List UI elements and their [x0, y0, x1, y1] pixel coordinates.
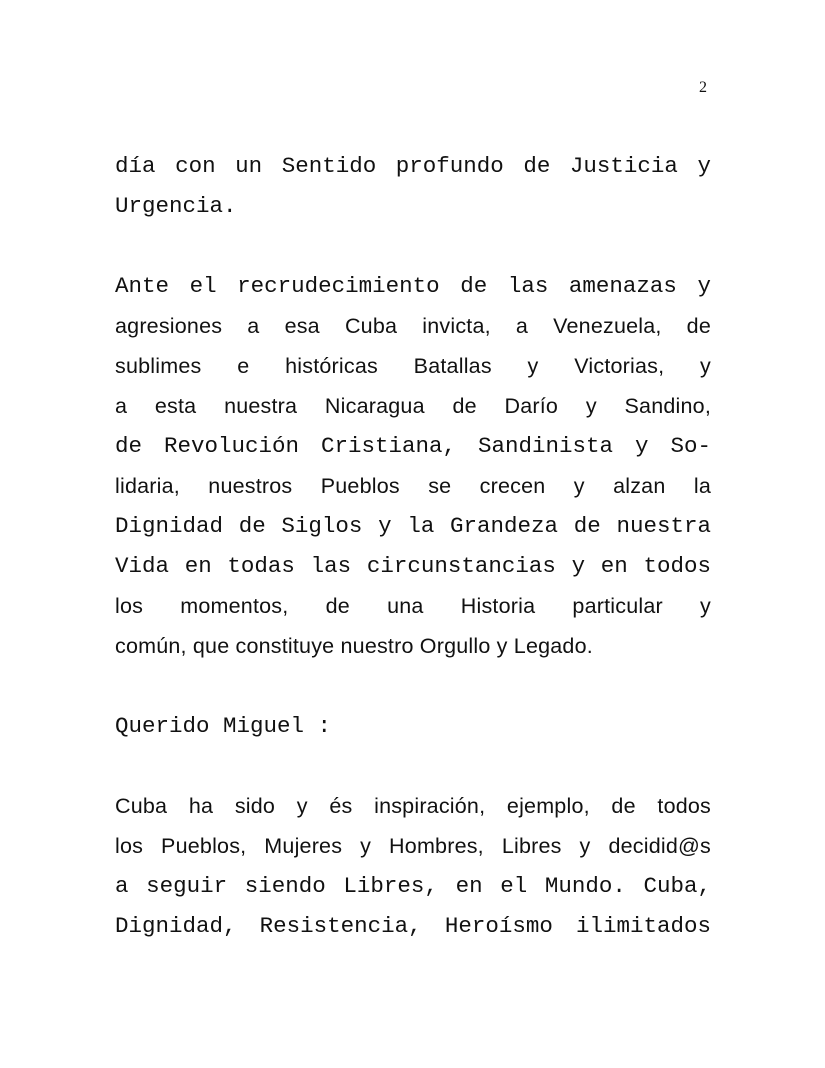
text-line: de Revolución Cristiana, Sandinista y So-: [115, 433, 711, 459]
text-line: los Pueblos, Mujeres y Hombres, Libres y decidid@s: [115, 834, 711, 858]
text-line: común, que constituye nuestro Orgullo y Legado.: [115, 634, 593, 658]
text-line: a seguir siendo Libres, en el Mundo. Cuba,: [115, 873, 711, 899]
text-line: Cuba ha sido y és inspiración, ejemplo, de todos: [115, 794, 711, 818]
text-line: Dignidad de Siglos y la Grandeza de nuestra: [115, 513, 711, 539]
text-line: Querido Miguel :: [115, 713, 332, 739]
paragraph-2: [115, 266, 711, 666]
text-line: sublimes e históricas Batallas y Victorias, y: [115, 354, 711, 378]
text-line: Urgencia.: [115, 193, 237, 219]
paragraph-3: [115, 786, 711, 946]
text-line: lidaria, nuestros Pueblos se crecen y alzan la: [115, 474, 711, 498]
text-line: día con un Sentido profundo de Justicia y: [115, 153, 711, 179]
text-line: a esta nuestra Nicaragua de Darío y Sandino,: [115, 394, 711, 418]
salutation: [115, 706, 711, 746]
text-line: Ante el recrudecimiento de las amenazas y: [115, 273, 711, 299]
letter-body: [115, 146, 711, 986]
text-line: agresiones a esa Cuba invicta, a Venezuela, de: [115, 314, 711, 338]
text-line: Dignidad, Resistencia, Heroísmo ilimitados: [115, 913, 711, 939]
paragraph-1: [115, 146, 711, 226]
text-line: Vida en todas las circunstancias y en todos: [115, 553, 711, 579]
page-number: 2: [699, 79, 707, 96]
text-line: los momentos, de una Historia particular y: [115, 594, 711, 618]
